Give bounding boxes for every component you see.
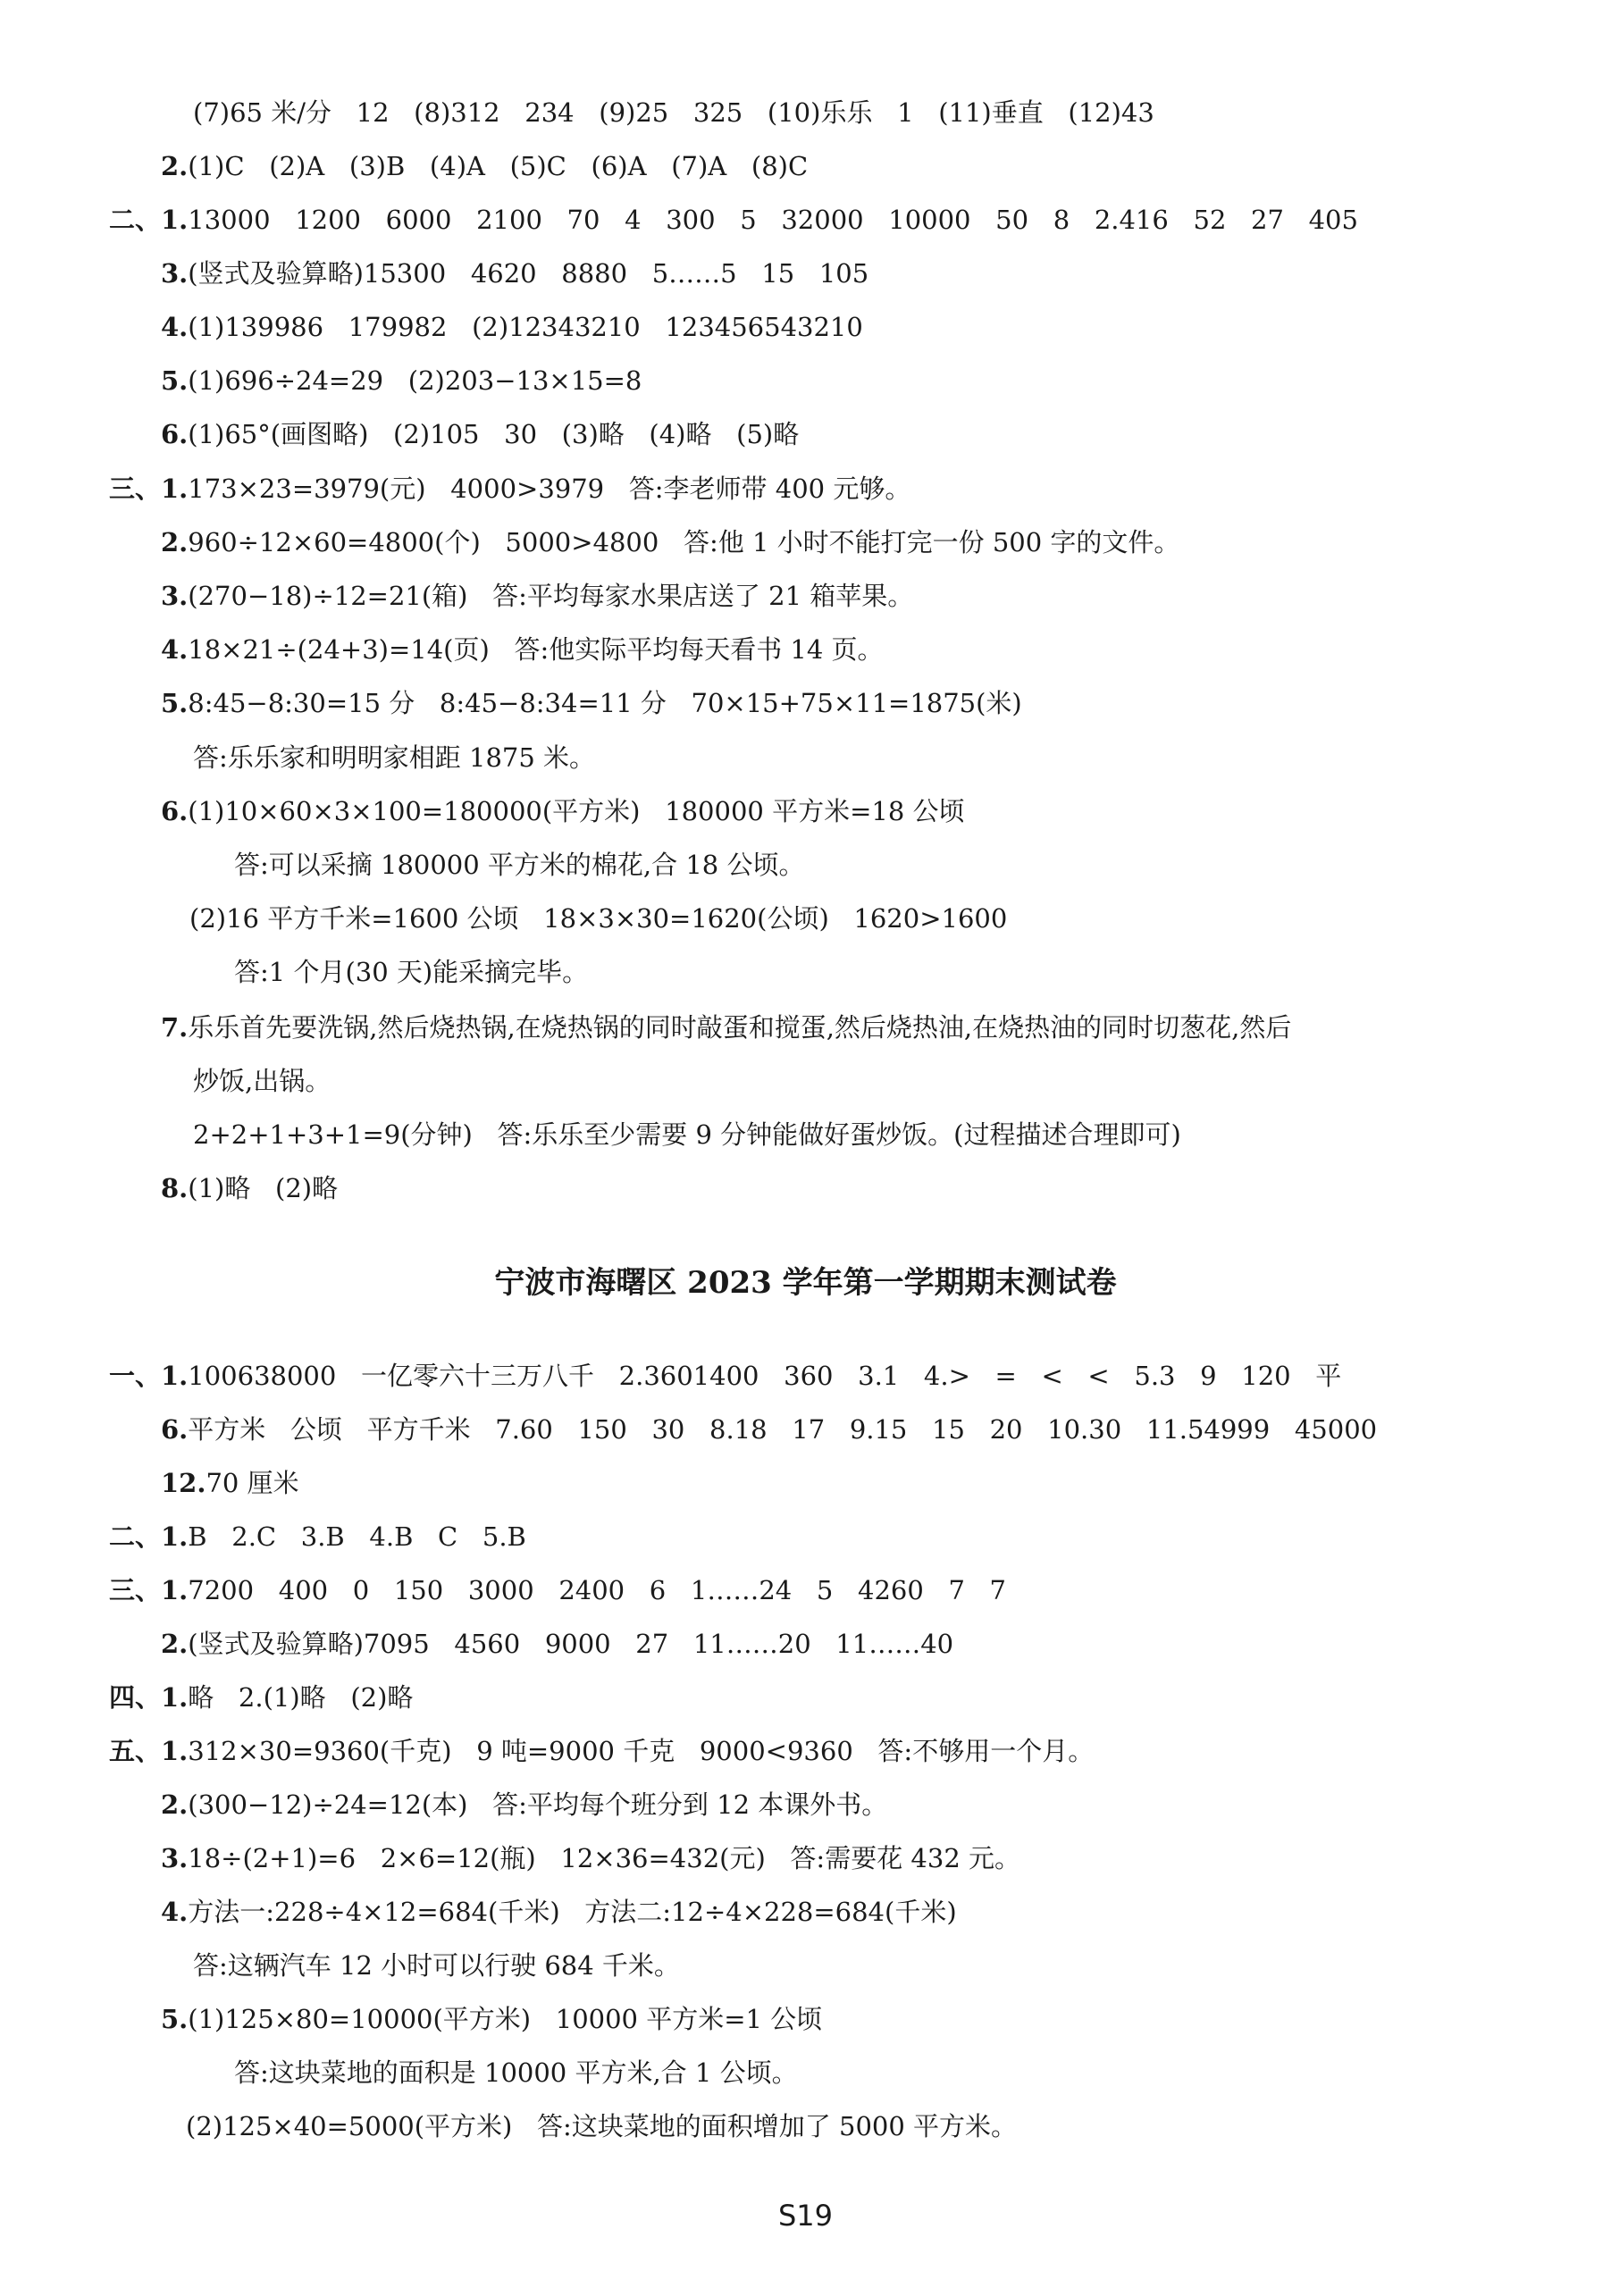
answer-line: 3.18÷(2+1)=6 2×6=12(瓶) 12×36=432(元) 答:需要花 432 元。	[161, 1843, 1020, 1873]
answer-line: (2)16 平方千米=1600 公顷 18×3×30=1620(公顷) 1620>1600	[189, 903, 1008, 934]
answer-line: 5.8:45−8:30=15 分 8:45−8:34=11 分 70×15+75×11=1875(米)	[161, 688, 1022, 718]
answer-line: 2.(1)C (2)A (3)B (4)A (5)C (6)A (7)A (8)C	[161, 151, 809, 181]
answer-line: 三、1.7200 400 0 150 3000 2400 6 1……24 5 4260 7 7	[109, 1575, 1007, 1605]
answer-line: 2.(300−12)÷24=12(本) 答:平均每个班分到 12 本课外书。	[161, 1789, 888, 1820]
answer-line: 5.(1)696÷24=29 (2)203−13×15=8	[161, 365, 642, 396]
answer-line: 一、1.100638000 一亿零六十三万八千 2.3601400 360 3.1 4.> = < < 5.3 9 120 平	[109, 1361, 1342, 1391]
answer-line: 四、1.略 2.(1)略 (2)略	[109, 1682, 414, 1713]
answer-line: 6.平方米 公顷 平方千米 7.60 150 30 8.18 17 9.15 15 20 10.30 11.54999 45000	[161, 1414, 1378, 1445]
answer-line: 7.乐乐首先要洗锅,然后烧热锅,在烧热锅的同时敲蛋和搅蛋,然后烧热油,在烧热油的同时切葱花,然后	[161, 1012, 1292, 1043]
answer-line: 答:这辆汽车 12 小时可以行驶 684 千米。	[193, 1950, 680, 1981]
answer-line: 3.(270−18)÷12=21(箱) 答:平均每家水果店送了 21 箱苹果。	[161, 581, 914, 611]
answer-line: 4.方法一:228÷4×12=684(千米) 方法二:12÷4×228=684(千米)	[161, 1897, 957, 1927]
page-number: S19	[777, 2199, 834, 2233]
answer-line: 2.(竖式及验算略)7095 4560 9000 27 11……20 11……40	[161, 1629, 954, 1659]
answer-line: 5.(1)125×80=10000(平方米) 10000 平方米=1 公顷	[161, 2004, 823, 2034]
answer-line: 炒饭,出锅。	[193, 1066, 331, 1096]
section-title: 宁波市海曙区 2023 学年第一学期期末测试卷	[494, 1265, 1117, 1301]
answer-line: 3.(竖式及验算略)15300 4620 8880 5……5 15 105	[161, 258, 869, 289]
answer-line: (7)65 米/分 12 (8)312 234 (9)25 325 (10)乐乐 1 (11)垂直 (12)43	[193, 97, 1154, 128]
answer-line: 12.70 厘米	[161, 1468, 299, 1498]
answer-line: 4.(1)139986 179982 (2)12343210 123456543210	[161, 312, 863, 342]
answer-line: 2+2+1+3+1=9(分钟) 答:乐乐至少需要 9 分钟能做好蛋炒饭。(过程描述合理即可)	[193, 1119, 1181, 1150]
answer-line: (2)125×40=5000(平方米) 答:这块菜地的面积增加了 5000 平方米。	[186, 2111, 1018, 2141]
answer-line: 2.960÷12×60=4800(个) 5000>4800 答:他 1 小时不能打完一份 500 字的文件。	[161, 527, 1180, 557]
answer-line: 答:可以采摘 180000 平方米的棉花,合 18 公顷。	[234, 850, 805, 880]
answer-line: 4.18×21÷(24+3)=14(页) 答:他实际平均每天看书 14 页。	[161, 634, 884, 665]
answer-line: 6.(1)10×60×3×100=180000(平方米) 180000 平方米=18 公顷	[161, 796, 965, 826]
answer-line: 五、1.312×30=9360(千克) 9 吨=9000 千克 9000<9360 答:不够用一个月。	[109, 1736, 1095, 1766]
answer-line: 答:1 个月(30 天)能采摘完毕。	[234, 957, 589, 987]
answer-line: 答:这块菜地的面积是 10000 平方米,合 1 公顷。	[234, 2057, 798, 2088]
answer-line: 二、1.13000 1200 6000 2100 70 4 300 5 32000 10000 50 8 2.416 52 27 405	[109, 205, 1358, 235]
answer-line: 三、1.173×23=3979(元) 4000>3979 答:李老师带 400 元够。	[109, 473, 911, 504]
answer-line: 8.(1)略 (2)略	[161, 1173, 339, 1203]
answer-line: 二、1.B 2.C 3.B 4.B C 5.B	[109, 1521, 526, 1552]
answer-line: 6.(1)65°(画图略) (2)105 30 (3)略 (4)略 (5)略	[161, 419, 800, 449]
answer-line: 答:乐乐家和明明家相距 1875 米。	[193, 742, 596, 773]
